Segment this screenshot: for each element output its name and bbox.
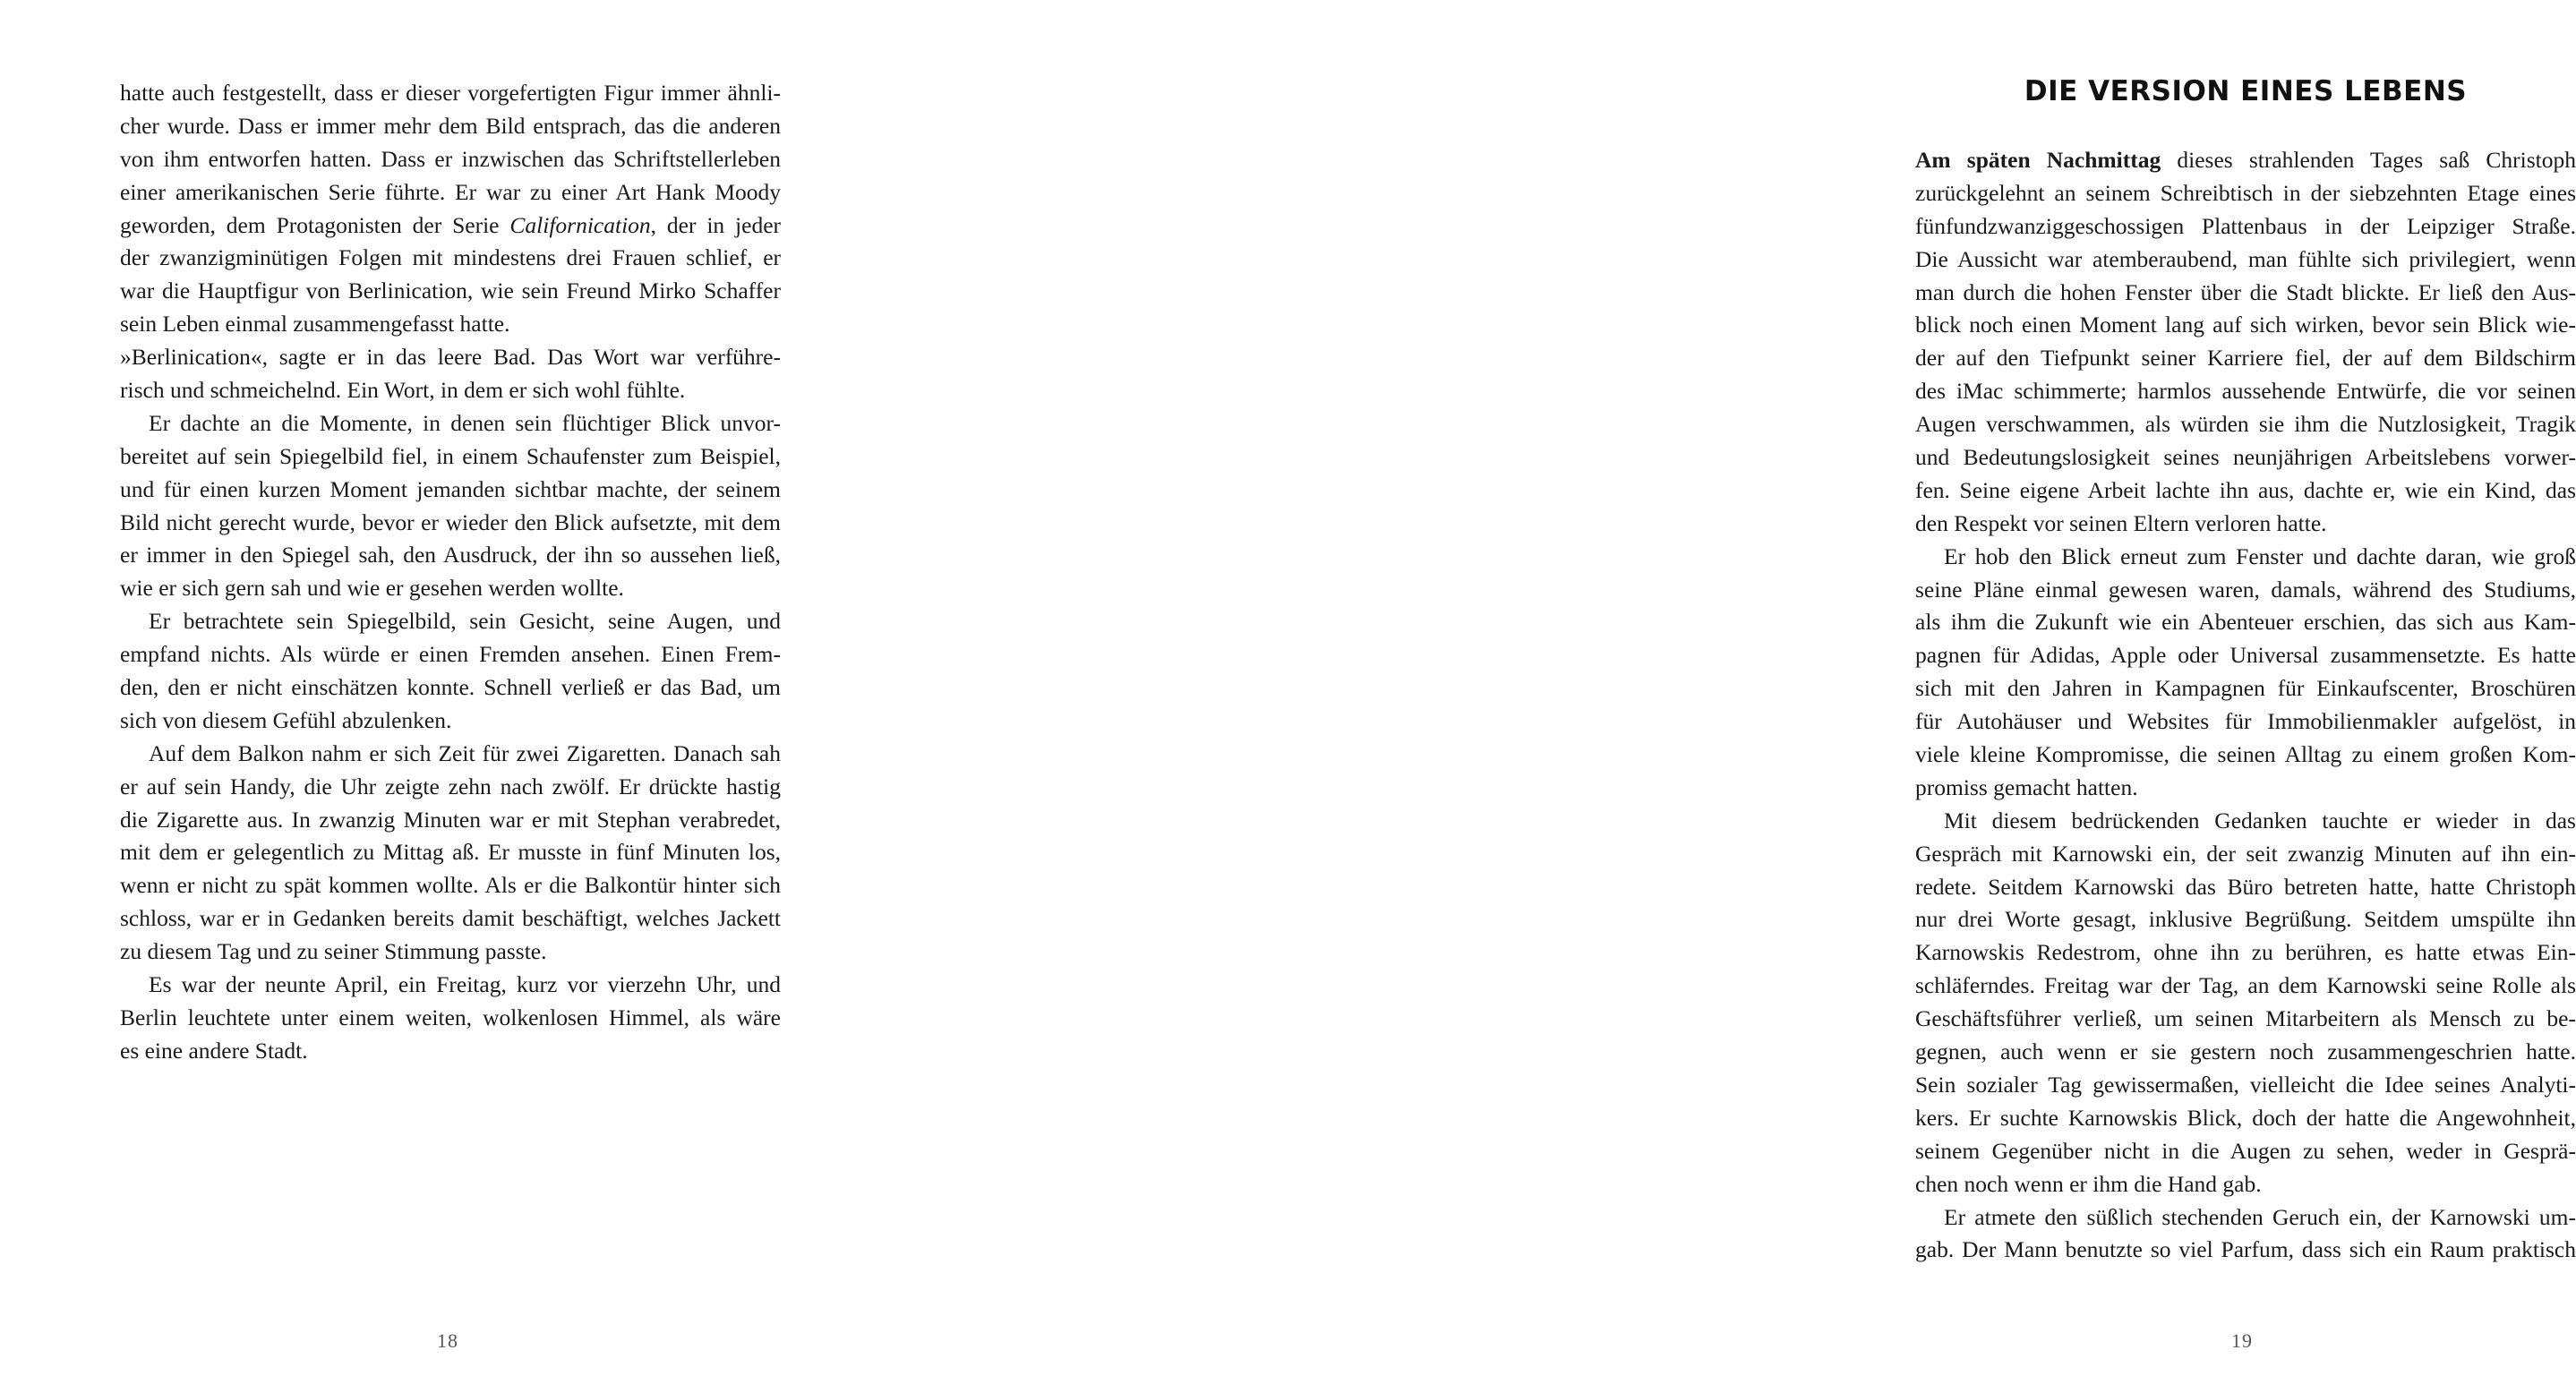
text-line: es eine andere Stadt. (120, 1037, 308, 1064)
text-line: er auf sein Handy, die Uhr zeigte zehn nach zwölf. Er drückte hastig (120, 773, 781, 799)
text-line: der auf den Tiefpunkt seiner Karriere fiel, der auf dem Bildschirm (1915, 345, 2576, 372)
text-line: er immer in den Spiegel sah, den Ausdruck, der ihn so aussehen ließ, (120, 542, 781, 568)
text-line: fen. Seine eigene Arbeit lachte ihn aus, dachte er, wie ein Kind, das (1915, 476, 2576, 503)
text-segment: , der in jeder (650, 211, 782, 238)
text-line: Er betrachtete sein Spiegelbild, sein Gesicht, seine Augen, und (149, 608, 781, 635)
text-line: blick noch einen Moment lang auf sich wirken, bevor sein Blick wie- (1915, 312, 2576, 338)
bold-lead-in: Am späten Nachmittag (1915, 147, 2161, 173)
text-line: Karnowskis Redestrom, ohne ihn zu berühren, es hatte etwas Ein- (1915, 939, 2576, 966)
text-line: »Berlinication«, sagte er in das leere Bad. Das Wort war verführe- (120, 344, 781, 371)
text-line: zurückgelehnt an seinem Schreibtisch in der siebzehnten Etage eines (1915, 179, 2576, 206)
text-line (1915, 144, 2576, 177)
text-segment: geworden, dem Protagonisten der Serie (120, 211, 510, 238)
text-line: schläferndes. Freitag war der Tag, an dem Karnowski seine Rolle als (1915, 972, 2576, 999)
page-number-left: 18 (437, 1329, 458, 1352)
right-page (895, 0, 2576, 1393)
text-line: Er dachte an die Momente, in denen sein flüchtiger Blick unvor- (149, 409, 781, 436)
text-line: der zwanzigminütigen Folgen mit mindestens drei Frauen schlief, er (120, 244, 781, 271)
text-line: man durch die hohen Fenster über die Stadt blickte. Er ließ den Aus- (1915, 278, 2576, 305)
text-line (120, 209, 781, 243)
right-page-text (1915, 144, 2576, 1267)
text-line: empfand nichts. Als würde er einen Fremden ansehen. Einen Frem- (120, 641, 781, 668)
text-line: schloss, war er in Gedanken bereits damit beschäftigt, welches Jackett (120, 905, 781, 932)
text-line: für Autohäuser und Websites für Immobilienmakler aufgelöst, in (1915, 708, 2576, 735)
text-line: bereitet auf sein Spiegelbild fiel, in einem Schaufenster zum Beispiel, (120, 442, 781, 469)
text-line: sich mit den Jahren in Kampagnen für Einkaufscenter, Broschüren (1915, 675, 2576, 702)
text-line: wenn er nicht zu spät kommen wollte. Als er die Balkontür hinter sich (120, 872, 781, 899)
text-line: redete. Seitdem Karnowski das Büro betreten hatte, hatte Christoph (1915, 873, 2576, 900)
italic-title: Californication (509, 211, 651, 238)
text-line: und für einen kurzen Moment jemanden sichtbar machte, der seinem (120, 475, 781, 502)
text-line: Auf dem Balkon nahm er sich Zeit für zwei Zigaretten. Danach sah (149, 739, 781, 766)
text-line: cher wurde. Dass er immer mehr dem Bild entsprach, das die anderen (120, 112, 781, 139)
text-line: als ihm die Zukunft wie ein Abenteuer erschien, das sich aus Kam- (1915, 609, 2576, 636)
text-line: einer amerikanischen Serie führte. Er war zu einer Art Hank Moody (120, 178, 781, 205)
text-line: von ihm entworfen hatten. Dass er inzwischen das Schriftstellerleben (120, 145, 781, 172)
left-page (0, 0, 895, 1393)
text-line: Geschäftsführer verließ, um seinen Mitarbeitern als Mensch zu be- (1915, 1005, 2576, 1032)
text-line: Es war der neunte April, ein Freitag, kurz vor vierzehn Uhr, und (149, 971, 781, 998)
text-line: seinem Gegenüber nicht in die Augen zu sehen, weder in Gesprä- (1915, 1137, 2576, 1164)
text-line: seine Pläne einmal gewesen waren, damals, während des Studiums, (1915, 576, 2576, 602)
text-line: sein Leben einmal zusammengefasst hatte. (120, 311, 510, 338)
text-line: sich von diesem Gefühl abzulenken. (120, 706, 452, 733)
text-line: war die Hauptfigur von Berlinication, wie sein Freund Mirko Schaffer (120, 278, 781, 304)
text-line: den, den er nicht einschätzen konnte. Schnell verließ er das Bad, um (120, 674, 781, 701)
text-line: wie er sich gern sah und wie er gesehen werden wollte. (120, 575, 624, 602)
text-line: Augen verschwammen, als würden sie ihm die Nutzlosigkeit, Tragik (1915, 411, 2576, 438)
text-line: chen noch wenn er ihm die Hand gab. (1915, 1170, 2262, 1197)
text-line: die Zigarette aus. In zwanzig Minuten war er mit Stephan verabredet, (120, 806, 781, 833)
text-line: des iMac schimmerte; harmlos aussehende Entwürfe, die vor seinen (1915, 378, 2576, 405)
text-segment: dieses strahlenden Tages saß Christoph (2161, 147, 2576, 173)
text-line: Er atmete den süßlich stechenden Geruch ein, der Karnowski um- (1944, 1203, 2576, 1230)
text-line: gegnen, auch wenn er sie gestern noch zusammengeschrien hatte. (1915, 1038, 2576, 1065)
text-line: hatte auch festgestellt, dass er dieser vorgefertigten Figur immer ähnli- (120, 80, 781, 106)
text-line: Mit diesem bedrückenden Gedanken tauchte er wieder in das (1944, 807, 2576, 833)
text-line: promiss gemacht hatten. (1915, 773, 2138, 800)
text-line: Sein sozialer Tag gewissermaßen, vielleicht die Idee seines Analyti- (1915, 1071, 2576, 1098)
chapter-title: DIE VERSION EINES LEBENS (2024, 75, 2468, 107)
text-line: und Bedeutungslosigkeit seines neunjährigen Arbeitslebens vorwer- (1915, 444, 2576, 471)
text-line: Die Aussicht war atemberaubend, man fühlte sich privilegiert, wenn (1915, 245, 2576, 272)
text-line: Er hob den Blick erneut zum Fenster und dachte daran, wie groß (1944, 543, 2576, 569)
text-line: fünfundzwanziggeschossigen Plattenbaus in der Leipziger Straße. (1915, 212, 2576, 239)
text-line: Berlin leuchtete unter einem weiten, wolkenlosen Himmel, als wäre (120, 1004, 781, 1030)
text-line: nur drei Worte gesagt, inklusive Begrüßung. Seitdem umspülte ihn (1915, 906, 2576, 933)
text-line: zu diesem Tag und zu seiner Stimmung passte. (120, 938, 547, 965)
text-line: mit dem er gelegentlich zu Mittag aß. Er musste in fünf Minuten los, (120, 839, 781, 866)
text-line: viele kleine Kompromisse, die seinen Alltag zu einem großen Kom- (1915, 741, 2576, 768)
text-line: Gespräch mit Karnowski ein, der seit zwanzig Minuten auf ihn ein- (1915, 840, 2576, 867)
text-line: pagnen für Adidas, Apple oder Universal zusammensetzte. Es hatte (1915, 642, 2576, 669)
text-line: risch und schmeichelnd. Ein Wort, in dem er sich wohl fühlte. (120, 377, 686, 404)
text-line: Bild nicht gerecht wurde, bevor er wieder den Blick aufsetzte, mit dem (120, 508, 781, 535)
text-line: den Respekt vor seinen Eltern verloren hatte. (1915, 509, 2327, 536)
text-line: kers. Er suchte Karnowskis Blick, doch der hatte die Angewohnheit, (1915, 1104, 2576, 1131)
left-page-text (120, 77, 781, 1068)
text-line: gab. Der Mann benutzte so viel Parfum, dass sich ein Raum praktisch (1915, 1236, 2576, 1263)
page-number-right: 19 (2231, 1329, 2253, 1352)
